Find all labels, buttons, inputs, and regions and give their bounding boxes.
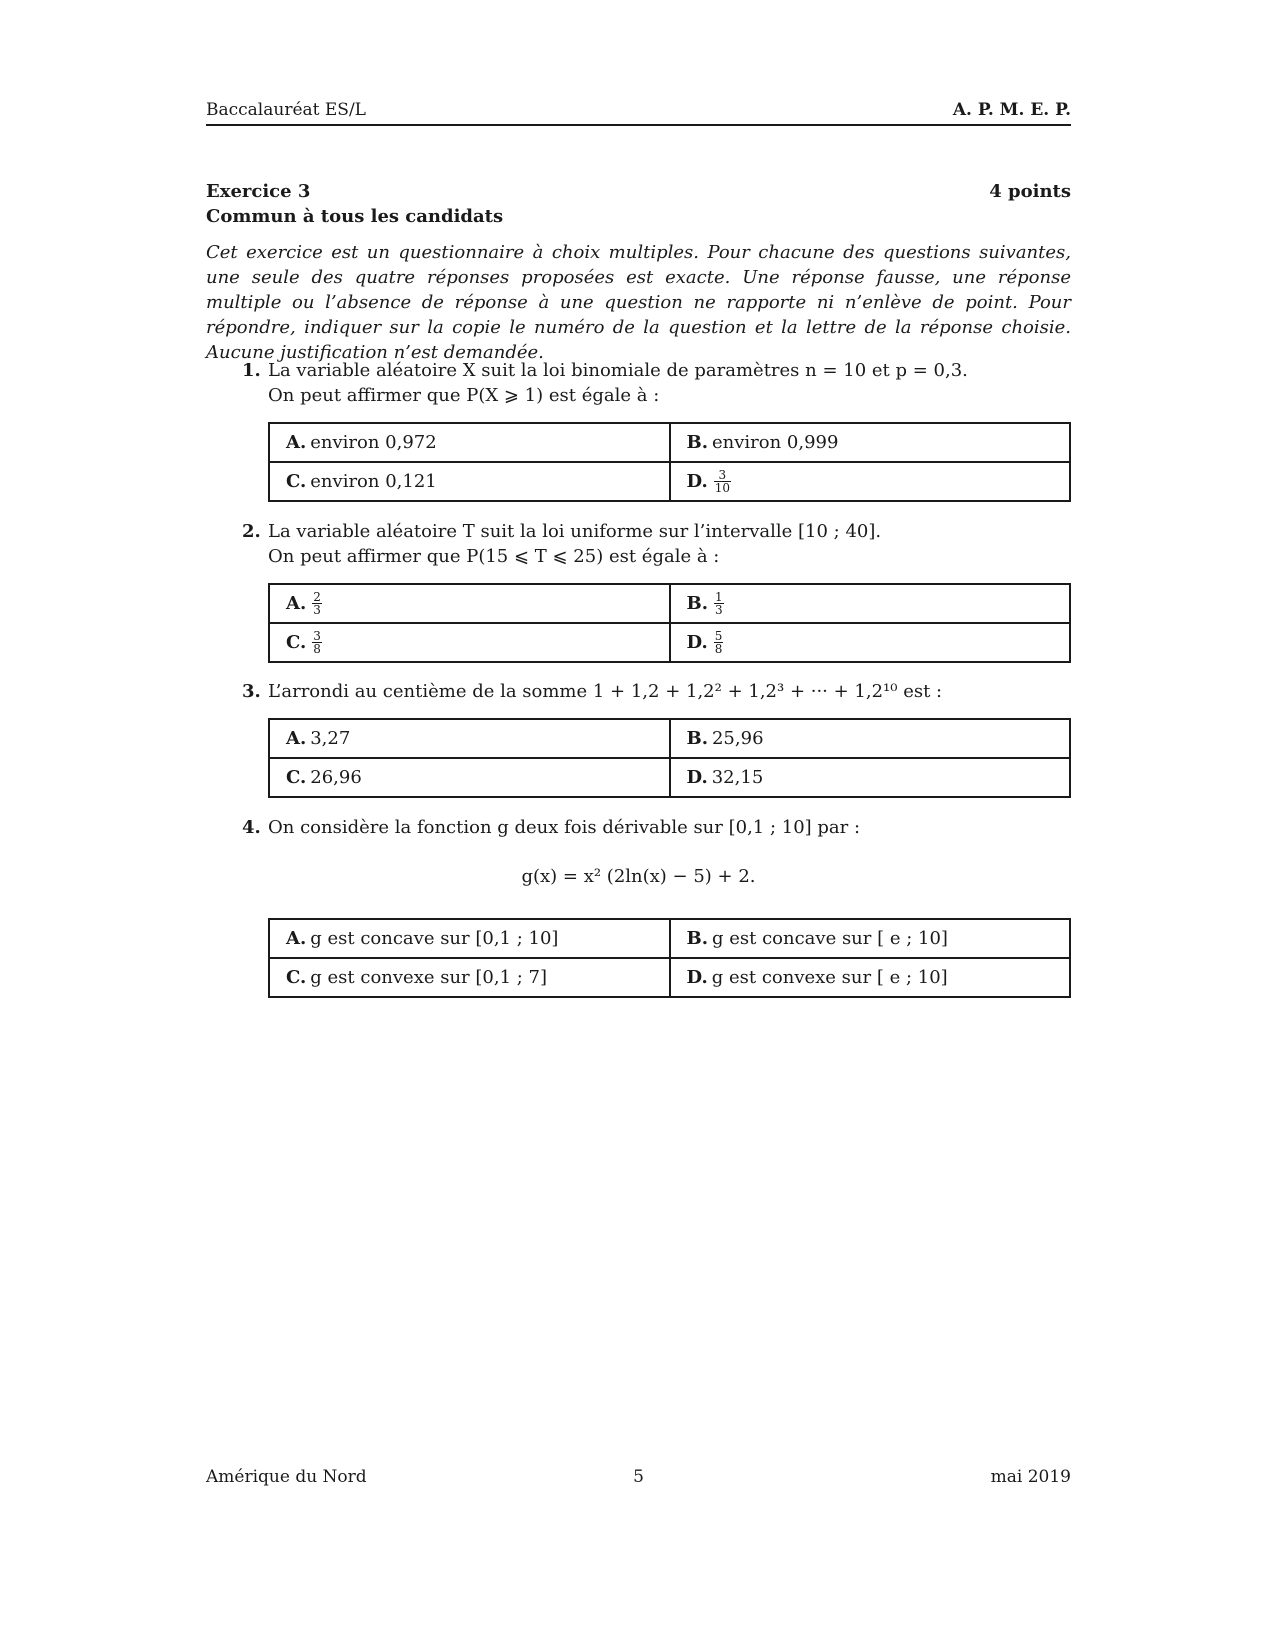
exercise-title: Exercice 3: [206, 181, 311, 202]
fraction: $\frac{3}{10}$: [714, 468, 731, 495]
question-text: L’arrondi au centième de la somme 1 + 1,2 + 1,2² + 1,2³ + ··· + 1,2¹⁰ est :: [268, 681, 943, 702]
choice-c: C. 26,96: [269, 758, 670, 797]
question-text: On considère la fonction g deux fois dérivable sur [0,1 ; 10] par :: [268, 817, 861, 838]
choice-d: D. $\frac{3}{10}$: [670, 462, 1071, 501]
choice-c: C. $\frac{3}{8}$: [269, 623, 670, 662]
exercise-intro: Cet exercice est un questionnaire à choix multiples. Pour chacune des questions suivantes, une seule des quatre réponses proposées est exacte. Une réponse fausse, une réponse multiple ou l’absence de réponse à une question ne rapporte ni n’enlève de point. Pour répondre, indiquer sur la copie le numéro de la question et la lettre de la réponse choisie. Aucune justification n’est demandée.: [206, 242, 1071, 363]
exercise-heading: [206, 181, 1071, 202]
question-number: 2.: [242, 521, 261, 542]
choice-c: C. environ 0,121: [269, 462, 670, 501]
question-number: 3.: [242, 681, 261, 702]
choice-d: D. g est convexe sur [ e ; 10]: [670, 958, 1071, 997]
footer-right: mai 2019: [990, 1467, 1071, 1487]
formula: g(x) = x² (2ln(x) − 5) + 2.: [521, 866, 756, 887]
choice-d: D. 32,15: [670, 758, 1071, 797]
choices-table-1: [268, 422, 1071, 502]
question-number: 4.: [242, 817, 261, 838]
footer-left: Amérique du Nord: [206, 1467, 367, 1487]
choice-d: D. $\frac{5}{8}$: [670, 623, 1071, 662]
choice-b: B. $\frac{1}{3}$: [670, 584, 1071, 623]
choices-table-2: [268, 583, 1071, 663]
header-right: A. P. M. E. P.: [952, 100, 1071, 120]
fraction: $\frac{5}{8}$: [714, 629, 723, 656]
choice-a: A. $\frac{2}{3}$: [269, 584, 670, 623]
question-text: La variable aléatoire X suit la loi binomiale de paramètres n = 10 et p = 0,3.: [268, 360, 968, 381]
header-left: Baccalauréat ES/L: [206, 100, 366, 120]
fraction: $\frac{3}{8}$: [313, 629, 321, 656]
page-header: [206, 100, 1071, 126]
question-number: 1.: [242, 360, 261, 381]
exercise-points: 4 points: [989, 181, 1071, 202]
fraction: $\frac{1}{3}$: [714, 590, 723, 617]
choice-b: B. 25,96: [670, 719, 1071, 758]
question-text: La variable aléatoire T suit la loi uniforme sur l’intervalle [10 ; 40].: [268, 521, 882, 542]
fraction: $\frac{2}{3}$: [313, 590, 321, 617]
choice-b: B. environ 0,999: [670, 423, 1071, 462]
choice-a: A. g est concave sur [0,1 ; 10]: [269, 919, 670, 958]
choice-a: A. 3,27: [269, 719, 670, 758]
choice-b: B. g est concave sur [ e ; 10]: [670, 919, 1071, 958]
page-footer: [206, 1467, 1071, 1487]
choice-c: C. g est convexe sur [0,1 ; 7]: [269, 958, 670, 997]
exercise-subtitle: Commun à tous les candidats: [206, 206, 504, 227]
choices-table-3: [268, 718, 1071, 798]
question-text-2: On peut affirmer que P(X ⩾ 1) est égale à :: [268, 385, 660, 406]
choices-table-4: [268, 918, 1071, 998]
question-text-2: On peut affirmer que P(15 ⩽ T ⩽ 25) est égale à :: [268, 546, 720, 567]
choice-a: A. environ 0,972: [269, 423, 670, 462]
page-number: 5: [633, 1467, 644, 1487]
